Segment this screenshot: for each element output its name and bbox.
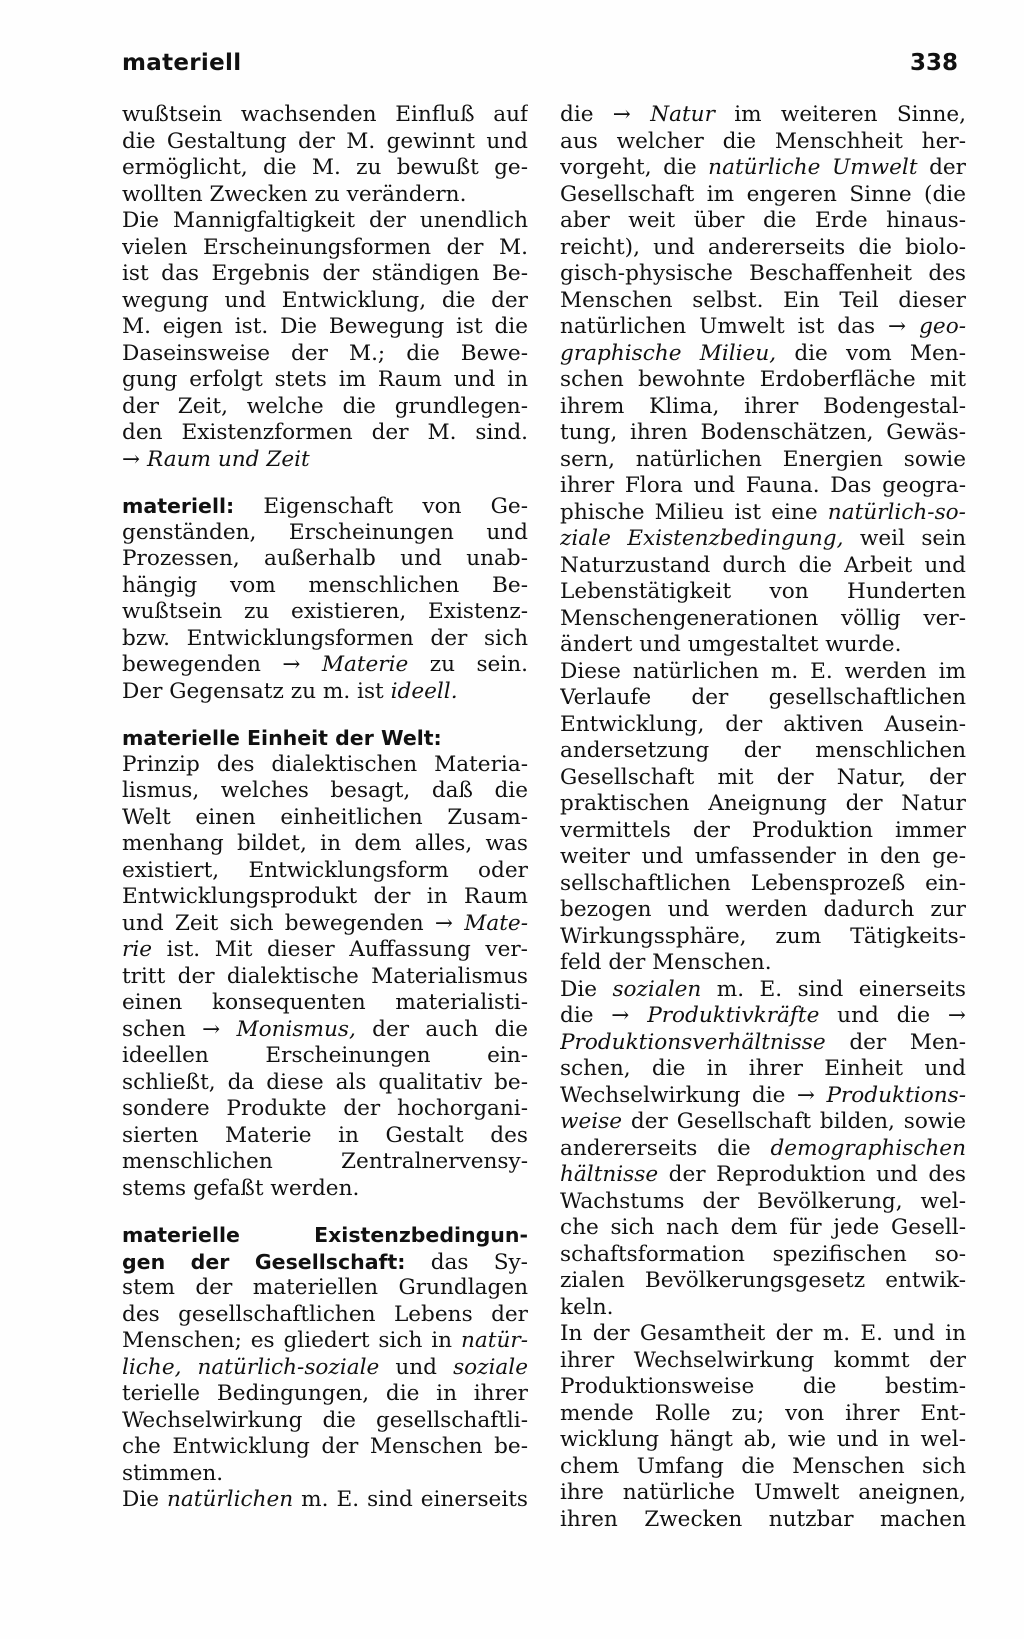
text-line: sellschaftlichen Lebensprozeß ein- (560, 870, 966, 896)
text-line: bezogen und werden dadurch zur (560, 897, 966, 922)
text-line: Die Mannigfaltigkeit der unendlich (122, 208, 528, 233)
text-line: des gesellschaftlichen Lebens der (122, 1301, 528, 1327)
text-line: praktischen Aneignung der Natur (560, 791, 966, 816)
text-line: stimmen. (122, 1460, 224, 1486)
text-line: genständen, Erscheinungen und (122, 519, 528, 545)
text-line: che sich nach dem für jede Gesell- (560, 1215, 966, 1240)
text-line: Daseinsweise der M.; die Bewe- (122, 340, 528, 366)
text-line: wegung und Entwicklung, die der (122, 287, 528, 313)
running-headword: materiell (122, 50, 242, 76)
text-line: Der Gegensatz zu m. ist ideell. (122, 678, 458, 704)
text-line: einen konsequenten materialisti- (122, 990, 528, 1015)
cross-reference[interactable]: graphische Milieu, (560, 340, 777, 366)
text-line: vorgeht, die natürliche Umwelt der (560, 155, 966, 180)
text-line: ziale Existenzbedingung, weil sein (560, 526, 966, 551)
text-line: wollten Zwecken zu verändern. (122, 181, 467, 207)
text-line: gung erfolgt stets im Raum und in (122, 367, 528, 392)
text-line: bewegenden → Materie zu sein. (122, 652, 528, 677)
text-line: die Gestaltung der M. gewinnt und (122, 128, 528, 154)
text-line: hängig vom menschlichen Be- (122, 572, 528, 598)
text-line: schaftsformation spezifischen so- (560, 1241, 966, 1267)
text-line: tritt der dialektische Materialismus (122, 963, 528, 989)
cross-reference[interactable]: Mate- (464, 910, 528, 936)
text-line: die → Produktivkräfte und die → (560, 1003, 966, 1028)
text-line: che Entwicklung der Menschen be- (122, 1434, 528, 1459)
text-line: und Zeit sich bewegenden → Mate- (122, 910, 528, 936)
text-line (122, 725, 528, 752)
text-line: Wachstums der Bevölkerung, wel- (560, 1188, 966, 1214)
text-line: menhang bildet, in dem alles, was (122, 831, 528, 856)
text-line: schließt, da diese als qualitativ be- (122, 1069, 528, 1095)
text-line: tung, ihren Bodenschätzen, Gewäs- (560, 420, 966, 445)
text-line: ist das Ergebnis der ständigen Be- (122, 261, 528, 286)
text-line: Wechselwirkung die gesellschaftli- (122, 1407, 528, 1433)
text-line: Menschen selbst. Ein Teil dieser (560, 287, 966, 313)
entry-materielle-einheit-der-welt (122, 725, 528, 1202)
text-line: aber weit über die Erde hinaus- (560, 208, 966, 233)
cross-reference[interactable]: weise (560, 1109, 623, 1134)
text-line: Menschen; es gliedert sich in natür- (122, 1328, 528, 1353)
entry-term: materielle Einheit der Welt: (122, 726, 442, 750)
text-line: ihrer Wechselwirkung kommt der (560, 1347, 966, 1373)
text-line: ihre natürliche Umwelt aneignen, (560, 1480, 966, 1505)
right-column (560, 102, 966, 1533)
text-line: Produktionsweise die bestim- (560, 1374, 966, 1399)
text-line: feld der Menschen. (560, 950, 772, 975)
entry-term: gen der Gesellschaft: (122, 1249, 406, 1274)
text-line: sondere Produkte der hochorgani- (122, 1096, 528, 1121)
text-line: Gesellschaft im engeren Sinne (die (560, 181, 966, 207)
text-line: zialen Bevölkerungsgesetz entwik- (560, 1268, 966, 1293)
text-line: ermöglicht, die M. zu bewußt ge- (122, 155, 528, 180)
text-line: graphische Milieu, die vom Men- (560, 340, 966, 366)
text-line: terielle Bedingungen, die in ihrer (122, 1381, 528, 1406)
entry-term: materielle Existenzbedingun- (122, 1223, 528, 1247)
text-line: wicklung hängt ab, wie und in wel- (560, 1427, 966, 1452)
text-line: Diese natürlichen m. E. werden im (560, 658, 966, 684)
text-line: der Zeit, welche die grundlegen- (122, 393, 528, 419)
text-line: existiert, Entwicklungsform oder (122, 857, 528, 883)
entry-term: materiell: (122, 494, 235, 518)
text-line: Wirkungssphäre, zum Tätigkeits- (560, 923, 966, 949)
text-line: andererseits die demographischen (560, 1135, 966, 1161)
text-line: Verlaufe der gesellschaftlichen (560, 685, 966, 710)
left-column (122, 102, 528, 1514)
text-line: menschlichen Zentralnervensy- (122, 1149, 528, 1174)
text-line: sierten Materie in Gestalt des (122, 1122, 528, 1148)
text-line: Welt einen einheitlichen Zusam- (122, 804, 528, 830)
text-line: vermittels der Produktion immer (560, 817, 966, 843)
cross-reference[interactable]: Materie (321, 652, 409, 677)
text-line: gen der Gesellschaft: das Sy- (122, 1249, 528, 1275)
text-line: Produktionsverhältnisse der Men- (560, 1029, 966, 1055)
text-line: Entwicklungsprodukt der in Raum (122, 884, 528, 909)
text-line: Die natürlichen m. E. sind einerseits (122, 1487, 528, 1512)
text-line: Entwicklung, der aktiven Ausein- (560, 711, 966, 737)
cross-reference[interactable]: Produktions- (826, 1082, 966, 1108)
text-line: weiter und umfassender in den ge- (560, 844, 966, 869)
text-line: ihren Zwecken nutzbar machen (560, 1506, 966, 1532)
text-line: weise der Gesellschaft bilden, sowie (560, 1109, 966, 1134)
cross-reference[interactable]: Produktivkräfte (647, 1003, 820, 1028)
text-line: ideellen Erscheinungen ein- (122, 1043, 528, 1068)
text-line (122, 1222, 528, 1249)
entry-materiell (122, 493, 528, 705)
text-line: stem der materiellen Grundlagen (122, 1275, 528, 1300)
cross-reference[interactable]: geo- (919, 314, 966, 339)
text-line: die → Natur im weiteren Sinne, (560, 102, 966, 127)
text-line: Lebenstätigkeit von Hunderten (560, 579, 966, 604)
text-line: Die sozialen m. E. sind einerseits (560, 976, 966, 1002)
text-line: materiell: Eigenschaft von Ge- (122, 494, 528, 519)
text-line: In der Gesamtheit der m. E. und in (560, 1321, 966, 1346)
text-line: andersetzung der menschlichen (560, 738, 966, 763)
text-line: Prinzip des dialektischen Materia- (122, 751, 528, 777)
text-line: wußtsein zu existieren, Existenz- (122, 599, 528, 624)
text-line: bzw. Entwicklungsformen der sich (122, 625, 528, 651)
text-line: ihrer Flora und Fauna. Das geogra- (560, 473, 966, 498)
text-line: aus welcher die Menschheit her- (560, 128, 966, 154)
text-line: rie ist. Mit dieser Auffassung ver- (122, 937, 528, 962)
text-line: sern, natürlichen Energien sowie (560, 446, 966, 472)
cross-reference[interactable]: Natur (650, 102, 715, 127)
text-line: natürlichen Umwelt ist das → geo- (560, 314, 966, 339)
text-line: gisch-physische Beschaffenheit des (560, 261, 966, 286)
text-line: reicht), und andererseits die biolo- (560, 234, 966, 260)
text-line: phische Milieu ist eine natürlich-so- (560, 499, 966, 525)
text-line: schen → Monismus, der auch die (122, 1016, 528, 1042)
text-line: den Existenzformen der M. sind. (122, 420, 528, 445)
text-line: lismus, welches besagt, daß die (122, 778, 528, 803)
text-line: Wechselwirkung die → Produktions- (560, 1082, 966, 1108)
entry-materielle-existenzbedingungen (122, 1222, 528, 1514)
text-line: M. eigen ist. Die Bewegung ist die (122, 314, 528, 339)
text-line: schen, die in ihrer Einheit und (560, 1056, 966, 1081)
text-line: Prozessen, außerhalb und unab- (122, 546, 528, 571)
text-line: Menschengenerationen völlig ver- (560, 605, 966, 631)
text-line: schen bewohnte Erdoberfläche mit (560, 367, 966, 392)
text-line: hältnisse der Reproduktion und des (560, 1162, 966, 1187)
cross-reference[interactable]: → Raum und Zeit (122, 446, 310, 472)
entry-materie-continuation (122, 102, 528, 473)
text-line: ihrem Klima, ihrer Bodengestal- (560, 393, 966, 419)
text-line: vielen Erscheinungsformen der M. (122, 234, 528, 260)
text-line: wußtsein wachsenden Einfluß auf (122, 102, 528, 127)
cross-reference[interactable]: Produktionsverhältnisse (560, 1029, 826, 1055)
text-line: chem Umfang die Menschen sich (560, 1453, 966, 1479)
text-line: Gesellschaft mit der Natur, der (560, 764, 966, 790)
text-line: ändert und umgestaltet wurde. (560, 632, 902, 657)
text-line: liche, natürlich-soziale und soziale (122, 1354, 528, 1380)
text-line: mende Rolle zu; von ihrer Ent- (560, 1400, 966, 1426)
cross-reference[interactable]: Monismus, (236, 1016, 356, 1042)
page-number: 338 (909, 50, 958, 76)
cross-reference[interactable]: rie (122, 937, 153, 962)
text-line: stems gefaßt werden. (122, 1175, 360, 1201)
cross-reference[interactable]: ideell. (390, 678, 458, 704)
text-line: Naturzustand durch die Arbeit und (560, 552, 966, 578)
text-line: keln. (560, 1294, 614, 1320)
